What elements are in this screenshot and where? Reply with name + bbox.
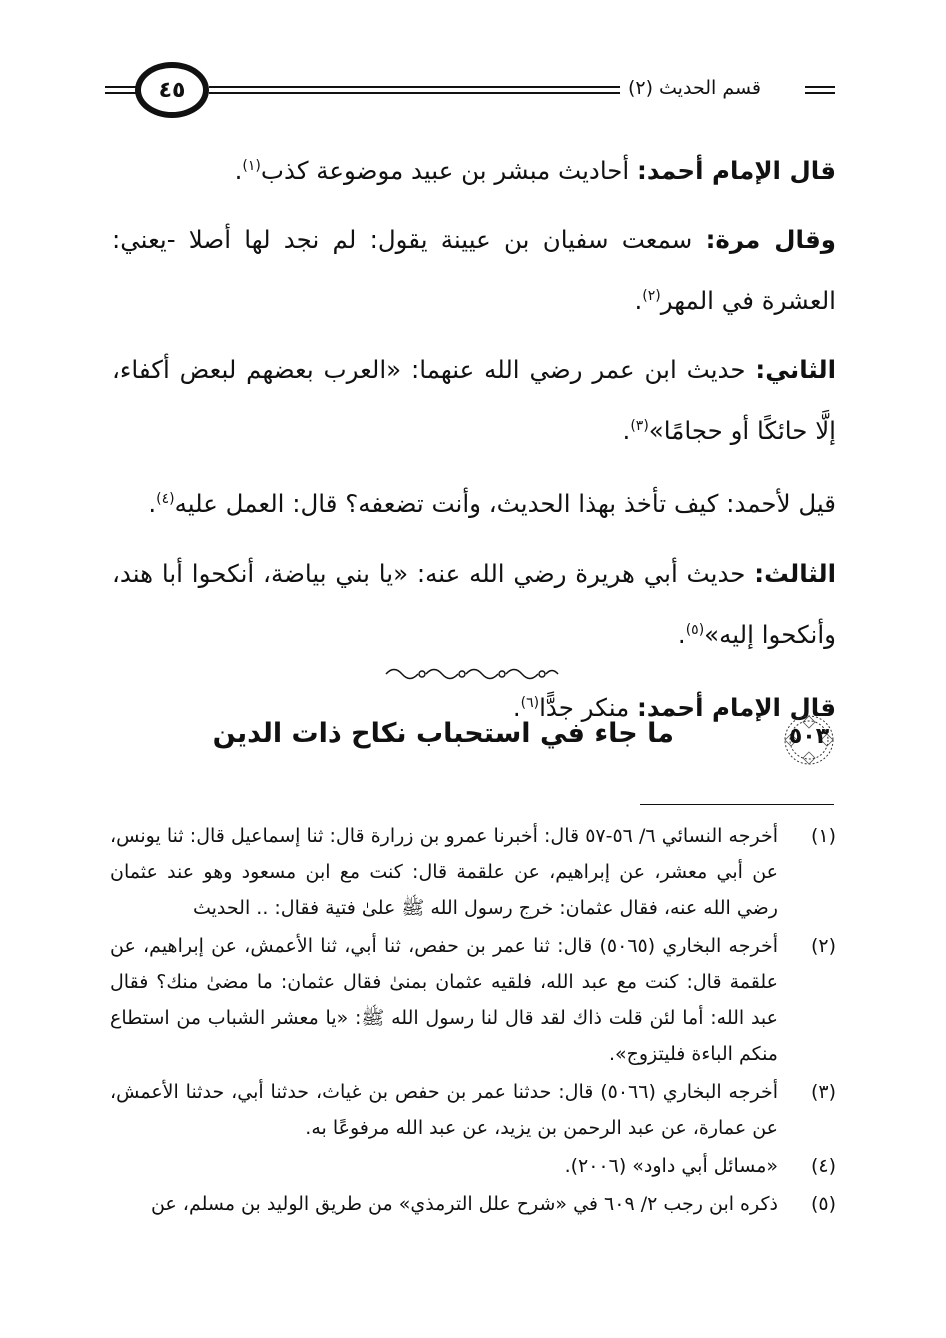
footnote-number: (٢): [810, 935, 836, 957]
footnotes: [110, 818, 836, 1224]
paragraph-2: وقال مرة: سمعت سفيان بن عيينة يقول: لم نجد لها أصلا -يعني: العشرة في المهر$^{(٢)}$.: [112, 225, 836, 316]
footnote-text: أخرجه البخاري (٥٠٦٦) قال: حدثنا عمر بن حفص بن غياث، حدثنا أبي، حدثنا الأعمش، عن عمارة، عن عبد الرحمن بن يزيد، عن عبد الله مرفوعًا به.: [110, 1081, 778, 1139]
footnote-2: [110, 928, 836, 1072]
section-number: ٥٠٣: [788, 724, 830, 749]
footnote-ref: (١): [242, 158, 261, 174]
section-title: ما جاء في استحباب نكاح ذات الدين: [212, 718, 674, 749]
footnote-ref: (٣): [630, 418, 649, 435]
running-header-title: قسم الحديث (٢): [620, 76, 769, 100]
footnote-text: ذكره ابن رجب ٢/ ٦٠٩ في «شرح علل الترمذي» من طريق الوليد بن مسلم، عن: [150, 1193, 778, 1215]
main-text: [112, 138, 836, 748]
footnote-4: [110, 1148, 836, 1184]
page-number-badge: [135, 62, 209, 118]
footnote-number: (١): [810, 825, 836, 847]
footnote-ref: (٥): [685, 621, 705, 638]
footnote-text: «مسائل أبي داود» (٢٠٠٦).: [564, 1155, 778, 1177]
footnote-3: [110, 1074, 836, 1146]
footnote-1: [110, 818, 836, 926]
header-rule-right-bottom: [805, 92, 835, 94]
ornamental-divider: [382, 664, 562, 684]
footnote-text: أخرجه النسائي ٦/ ٥٦-٥٧ قال: أخبرنا عمرو بن زرارة قال: ثنا إسماعيل قال: ثنا يونس، عن أبي معشر، عن إبراهيم، عن علقمة قال: كنت مع ابن مسعود وهو عند عثمان رضي الله عنه، فقال عثمان: خرج رسول الله ﷺ علىٰ فتية فقال: .. الحديث: [110, 825, 778, 919]
paragraph-1: قال الإمام أحمد: أحاديث مبشر بن عبيد موضوعة كذب$^{(١)}$.: [234, 156, 836, 186]
header-rule-right-top: [805, 86, 835, 88]
footnote-ref: (٤): [156, 491, 175, 508]
footnote-ref: (٢): [642, 288, 661, 305]
footnote-number: (٥): [810, 1193, 836, 1215]
footnote-separator: [640, 804, 834, 805]
header-rule-mid-top: [209, 86, 639, 88]
header-rule-mid-bottom: [209, 92, 639, 94]
footnote-text: أخرجه البخاري (٥٠٦٥) قال: ثنا عمر بن حفص، ثنا أبي، ثنا الأعمش، عن إبراهيم، عن علقمة قال: كنت مع عبد الله، فلقيه عثمان بمنىٰ فقال عثمان: ما مضىٰ منك؟ فقال عبد الله: أما لئن قلت ذاك لقد قال لنا رسول الله ﷺ: «يا معشر الشباب من استطاع منكم الباءة فليتزوج».: [110, 935, 778, 1065]
paragraph-3: الثاني: حديث ابن عمر رضي الله عنهما: «العرب بعضهم لبعض أكفاء، إلَّا حائكًا أو حجامًا»$^{(٣)}$.: [112, 355, 836, 446]
paragraph-5: الثالث: حديث أبي هريرة رضي الله عنه: «يا بني بياضة، أنكحوا أبا هند، وأنكحوا إليه»$^{(٥)}$.: [112, 558, 836, 649]
footnote-5: [110, 1186, 836, 1222]
header-rule-left-bottom: [105, 92, 137, 94]
footnote-number: (٣): [810, 1081, 836, 1103]
footnote-ref: (٦): [520, 694, 540, 711]
paragraph-6: قال الإمام أحمد: منكر جدًّا$^{(٦)}$.: [512, 692, 836, 722]
footnote-number: (٤): [810, 1155, 836, 1177]
paragraph-4: قيل لأحمد: كيف تأخذ بهذا الحديث، وأنت تضعفه؟ قال: العمل عليه$^{(٤)}$.: [148, 489, 836, 519]
page-number: ٤٥: [158, 77, 186, 103]
page-header: [105, 60, 835, 124]
header-rule-left-top: [105, 86, 137, 88]
